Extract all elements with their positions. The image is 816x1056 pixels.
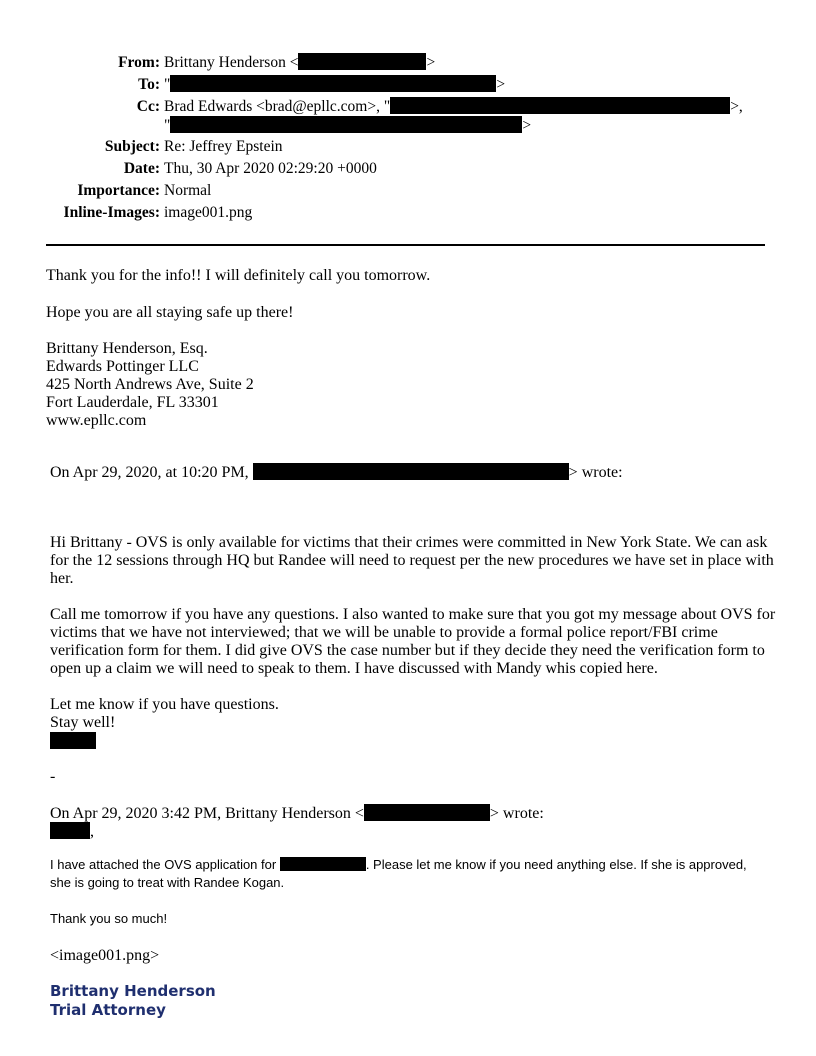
redaction-block bbox=[170, 75, 496, 92]
body-line-safe: Hope you are all staying safe up there! bbox=[46, 304, 294, 321]
quote1-paragraph2: Call me tomorrow if you have any questions. I also wanted to make sure that you got my message about OVS for victims that we have not interviewed; that we will be unable to provide a formal police report/FBI crime verification form for them. I did give OVS the case number but if they decide they need the verification form to open up a claim we will need to speak to them. I have discussed with Mandy whis copied here. bbox=[50, 606, 776, 677]
signature-name: Brittany Henderson, Esq. bbox=[46, 340, 208, 357]
quote2-intro: On Apr 29, 2020 3:42 PM, Brittany Henderson < > wrote: bbox=[50, 805, 544, 822]
subject-label: Subject: bbox=[104, 138, 160, 155]
redaction-block bbox=[364, 804, 490, 821]
quote1-line-staywell: Stay well! bbox=[50, 714, 116, 731]
signature-firm: Edwards Pottinger LLC bbox=[46, 358, 199, 375]
body-line-thanks: Thank you for the info!! I will definitely call you tomorrow. bbox=[46, 267, 431, 284]
to-value: " > bbox=[164, 76, 506, 93]
importance-label: Importance: bbox=[77, 182, 160, 199]
quote1-intro: On Apr 29, 2020, at 10:20 PM, > wrote: bbox=[50, 464, 623, 481]
date-label: Date: bbox=[123, 160, 160, 177]
quote2-signature-title: Trial Attorney bbox=[50, 1001, 166, 1019]
from-label: From: bbox=[118, 54, 160, 71]
inline-images-label: Inline-Images: bbox=[63, 204, 160, 221]
header-divider bbox=[46, 244, 765, 246]
quote1-line-questions: Let me know if you have questions. bbox=[50, 696, 279, 713]
date-value: Thu, 30 Apr 2020 02:29:20 +0000 bbox=[164, 160, 377, 177]
cc-value: Brad Edwards <brad@epllc.com>, " >, bbox=[164, 98, 743, 115]
redaction-block bbox=[390, 97, 730, 114]
importance-value: Normal bbox=[164, 182, 212, 199]
quote2-image-placeholder: <image001.png> bbox=[50, 947, 160, 964]
quote1-paragraph1: Hi Brittany - OVS is only available for victims that their crimes were committed in New York State. We can ask for the 12 sessions through HQ but Randee will need to request per the new procedures we have set in place with her. bbox=[50, 534, 774, 587]
redaction-block bbox=[253, 463, 569, 480]
redaction-block bbox=[50, 732, 96, 749]
redaction-block bbox=[170, 116, 522, 133]
signature-address-line1: 425 North Andrews Ave, Suite 2 bbox=[46, 376, 254, 393]
quote1-sender-name bbox=[50, 732, 780, 750]
from-value: Brittany Henderson < > bbox=[164, 54, 436, 71]
quote2-greeting: , bbox=[50, 822, 780, 841]
cc-value-continued: " > bbox=[164, 117, 532, 134]
inline-images-value: image001.png bbox=[164, 204, 253, 221]
signature-address-line2: Fort Lauderdale, FL 33301 bbox=[46, 394, 219, 411]
quote1-dash: - bbox=[50, 768, 56, 785]
redaction-block bbox=[280, 857, 366, 871]
quote2-paragraph1: I have attached the OVS application for . Please let me know if you need anything else. If she is approved, she is going to treat with Randee Kogan. bbox=[50, 857, 747, 890]
redaction-block bbox=[298, 53, 426, 70]
signature-website: www.epllc.com bbox=[46, 412, 147, 429]
subject-value: Re: Jeffrey Epstein bbox=[164, 138, 283, 155]
to-label: To: bbox=[138, 76, 160, 93]
signature-block bbox=[46, 340, 776, 430]
quote1-closing bbox=[50, 696, 780, 750]
redaction-block bbox=[50, 822, 90, 839]
quote2-thanks: Thank you so much! bbox=[50, 911, 168, 926]
quote2-signature-name: Brittany Henderson bbox=[50, 982, 216, 1000]
cc-label: Cc: bbox=[136, 98, 160, 115]
quote2-signature bbox=[50, 982, 780, 1020]
